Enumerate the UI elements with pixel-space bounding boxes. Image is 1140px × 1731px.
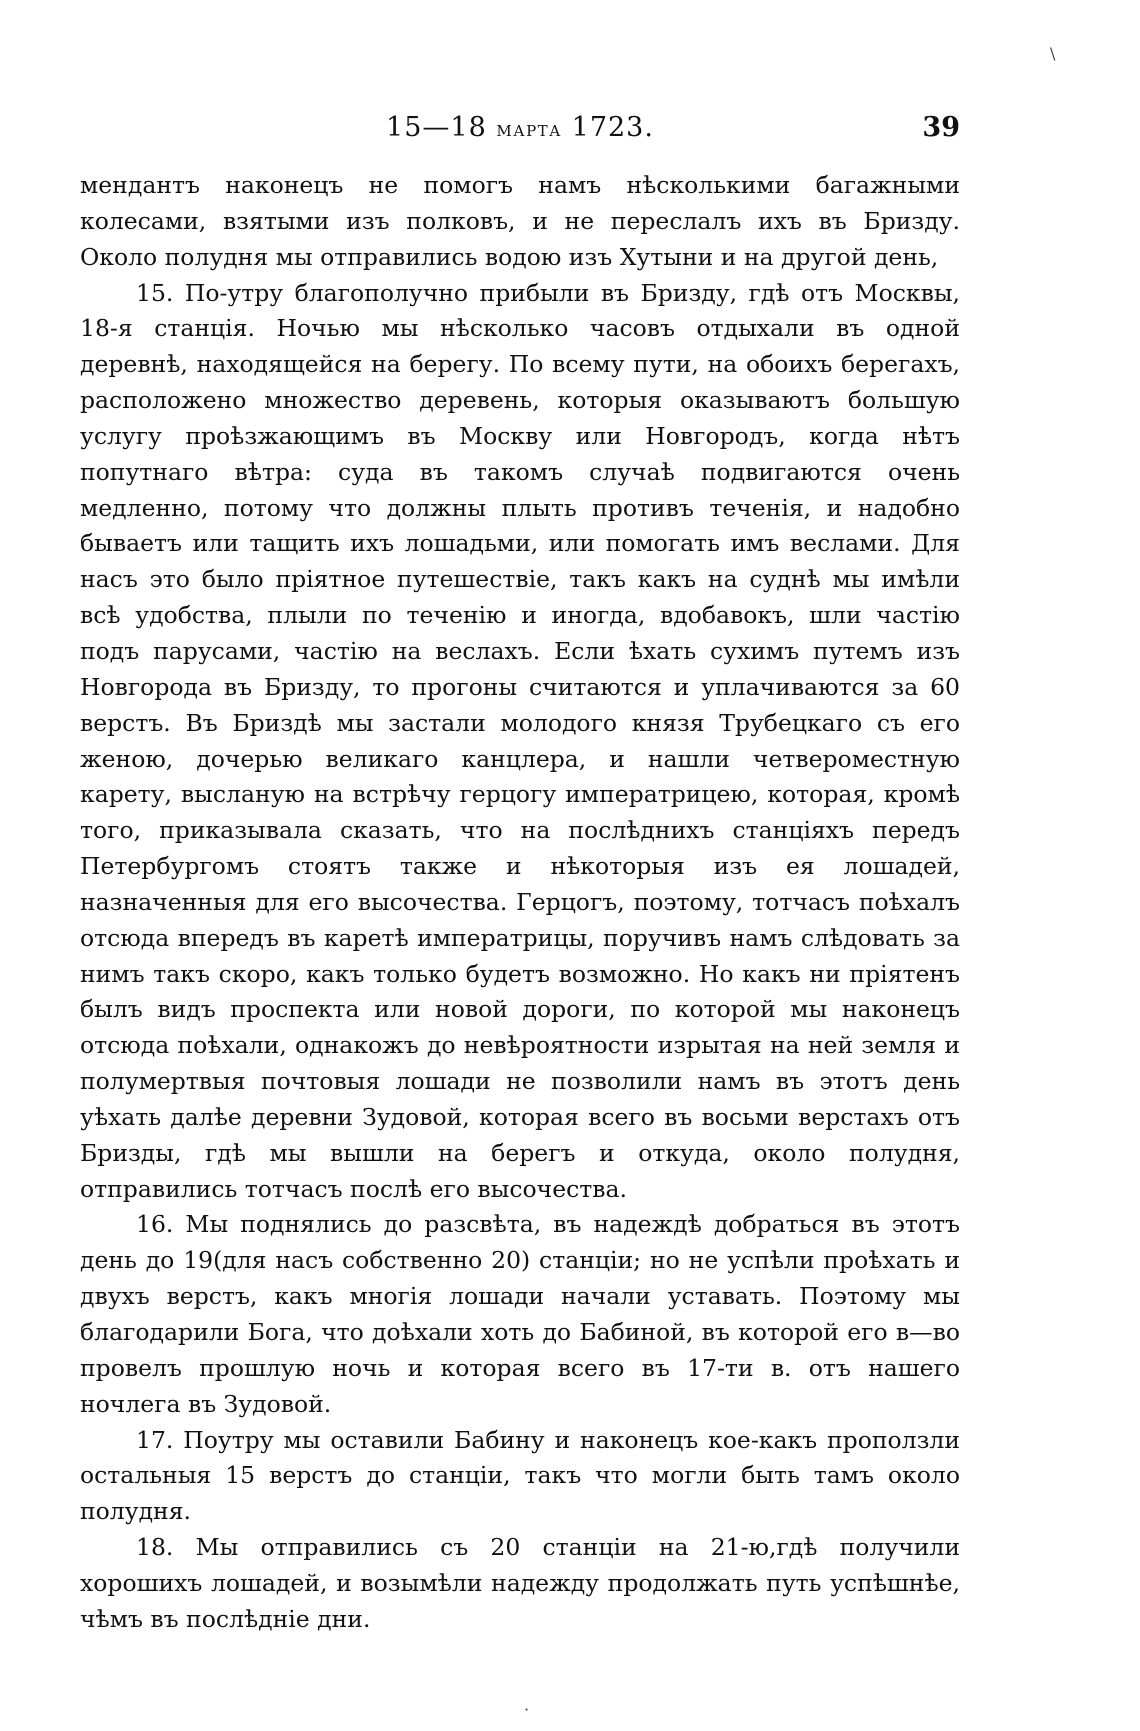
scan-speck-mark: \ — [1050, 44, 1056, 63]
paragraph-entry-16: 16. Мы поднялись до разсвѣта, въ надеждѣ добраться въ этотъ день до 19(для насъ собственно 20) станціи; но не успѣли проѣхать и двухъ верстъ, какъ многія лошади начали уставать. Поэтому мы благодарили Бога, что доѣхали хоть до Бабиной, въ которой его в—во провелъ прошлую ночь и которая всего въ 17-ти в. отъ нашего ночлега въ Зудовой. — [80, 1210, 960, 1418]
paragraph-entry-18: 18. Мы отправились съ 20 станціи на 21-ю,гдѣ получили хорошихъ лошадей, и возымѣли надежду продолжать путь успѣшнѣе, чѣмъ въ послѣдніе дни. — [80, 1533, 960, 1633]
header-month: марта — [496, 117, 563, 142]
running-title — [80, 112, 960, 143]
paragraph-continuation: мендантъ наконецъ не помогъ намъ нѣсколькими багажными колесами, взятыми изъ полковъ, и не переслалъ ихъ въ Бризду. Около полудня мы отправились водою изъ Хутыни и на другой день, — [80, 171, 960, 271]
body-text — [80, 168, 960, 1638]
header-year: 1723. — [571, 112, 654, 143]
running-header — [80, 112, 960, 152]
scan-speck-dot: · — [524, 1700, 530, 1719]
header-dates: 15—18 — [386, 112, 487, 143]
page-number: 39 — [922, 112, 960, 143]
paragraph-entry-17: 17. Поутру мы оставили Бабину и наконецъ кое-какъ проползли остальныя 15 верстъ до станціи, такъ что могли быть тамъ около полудня. — [80, 1425, 960, 1526]
paragraph-entry-15: 15. По-утру благополучно прибыли въ Бризду, гдѣ отъ Москвы, 18-я станція. Ночью мы нѣсколько часовъ отдыхали въ одной деревнѣ, находящейся на берегу. По всему пути, на обоихъ берегахъ, расположено множество деревень, которыя оказываютъ большую услугу проѣзжающимъ въ Москву или Новгородъ, когда нѣтъ попутнаго вѣтра: суда въ такомъ случаѣ подвигаются очень медленно, потому что должны плыть противъ теченія, и надобно бываетъ или тащить ихъ лошадьми, или помогать имъ веслами. Для насъ это было пріятное путешествіе, такъ какъ на суднѣ мы имѣли всѣ удобства, плыли по теченію и иногда, вдобавокъ, шли частію подъ парусами, частію на веслахъ. Если ѣхать сухимъ путемъ изъ Новгорода въ Бризду, то прогоны считаются и уплачиваются за 60 верстъ. Въ Бриздѣ мы застали молодого князя Трубецкаго съ его женою, дочерью великаго канцлера, и нашли четвероместную карету, высланую на встрѣчу герцогу императрицею, которая, кромѣ того, приказывала сказать, что на послѣднихъ станціяхъ передъ Петербургомъ стоятъ также и нѣкоторыя изъ ея лошадей, назначенныя для его высочества. Герцогъ, поэтому, тотчасъ поѣхалъ отсюда впередъ въ каретѣ императрицы, поручивъ намъ слѣдовать за нимъ такъ скоро, какъ только будетъ возможно. Но какъ ни пріятенъ былъ видъ проспекта или новой дороги, по которой мы наконецъ отсюда поѣхали, однакожъ до невѣроятности изрытая на ней земля и полумертвыя почтовыя лошади не позволили намъ въ этотъ день уѣхать далѣе деревни Зудовой, которая всего въ восьми верстахъ отъ Бризды, гдѣ мы вышли на берегъ и откуда, около полудня, отправились тотчасъ послѣ его высочества. — [80, 278, 960, 1203]
